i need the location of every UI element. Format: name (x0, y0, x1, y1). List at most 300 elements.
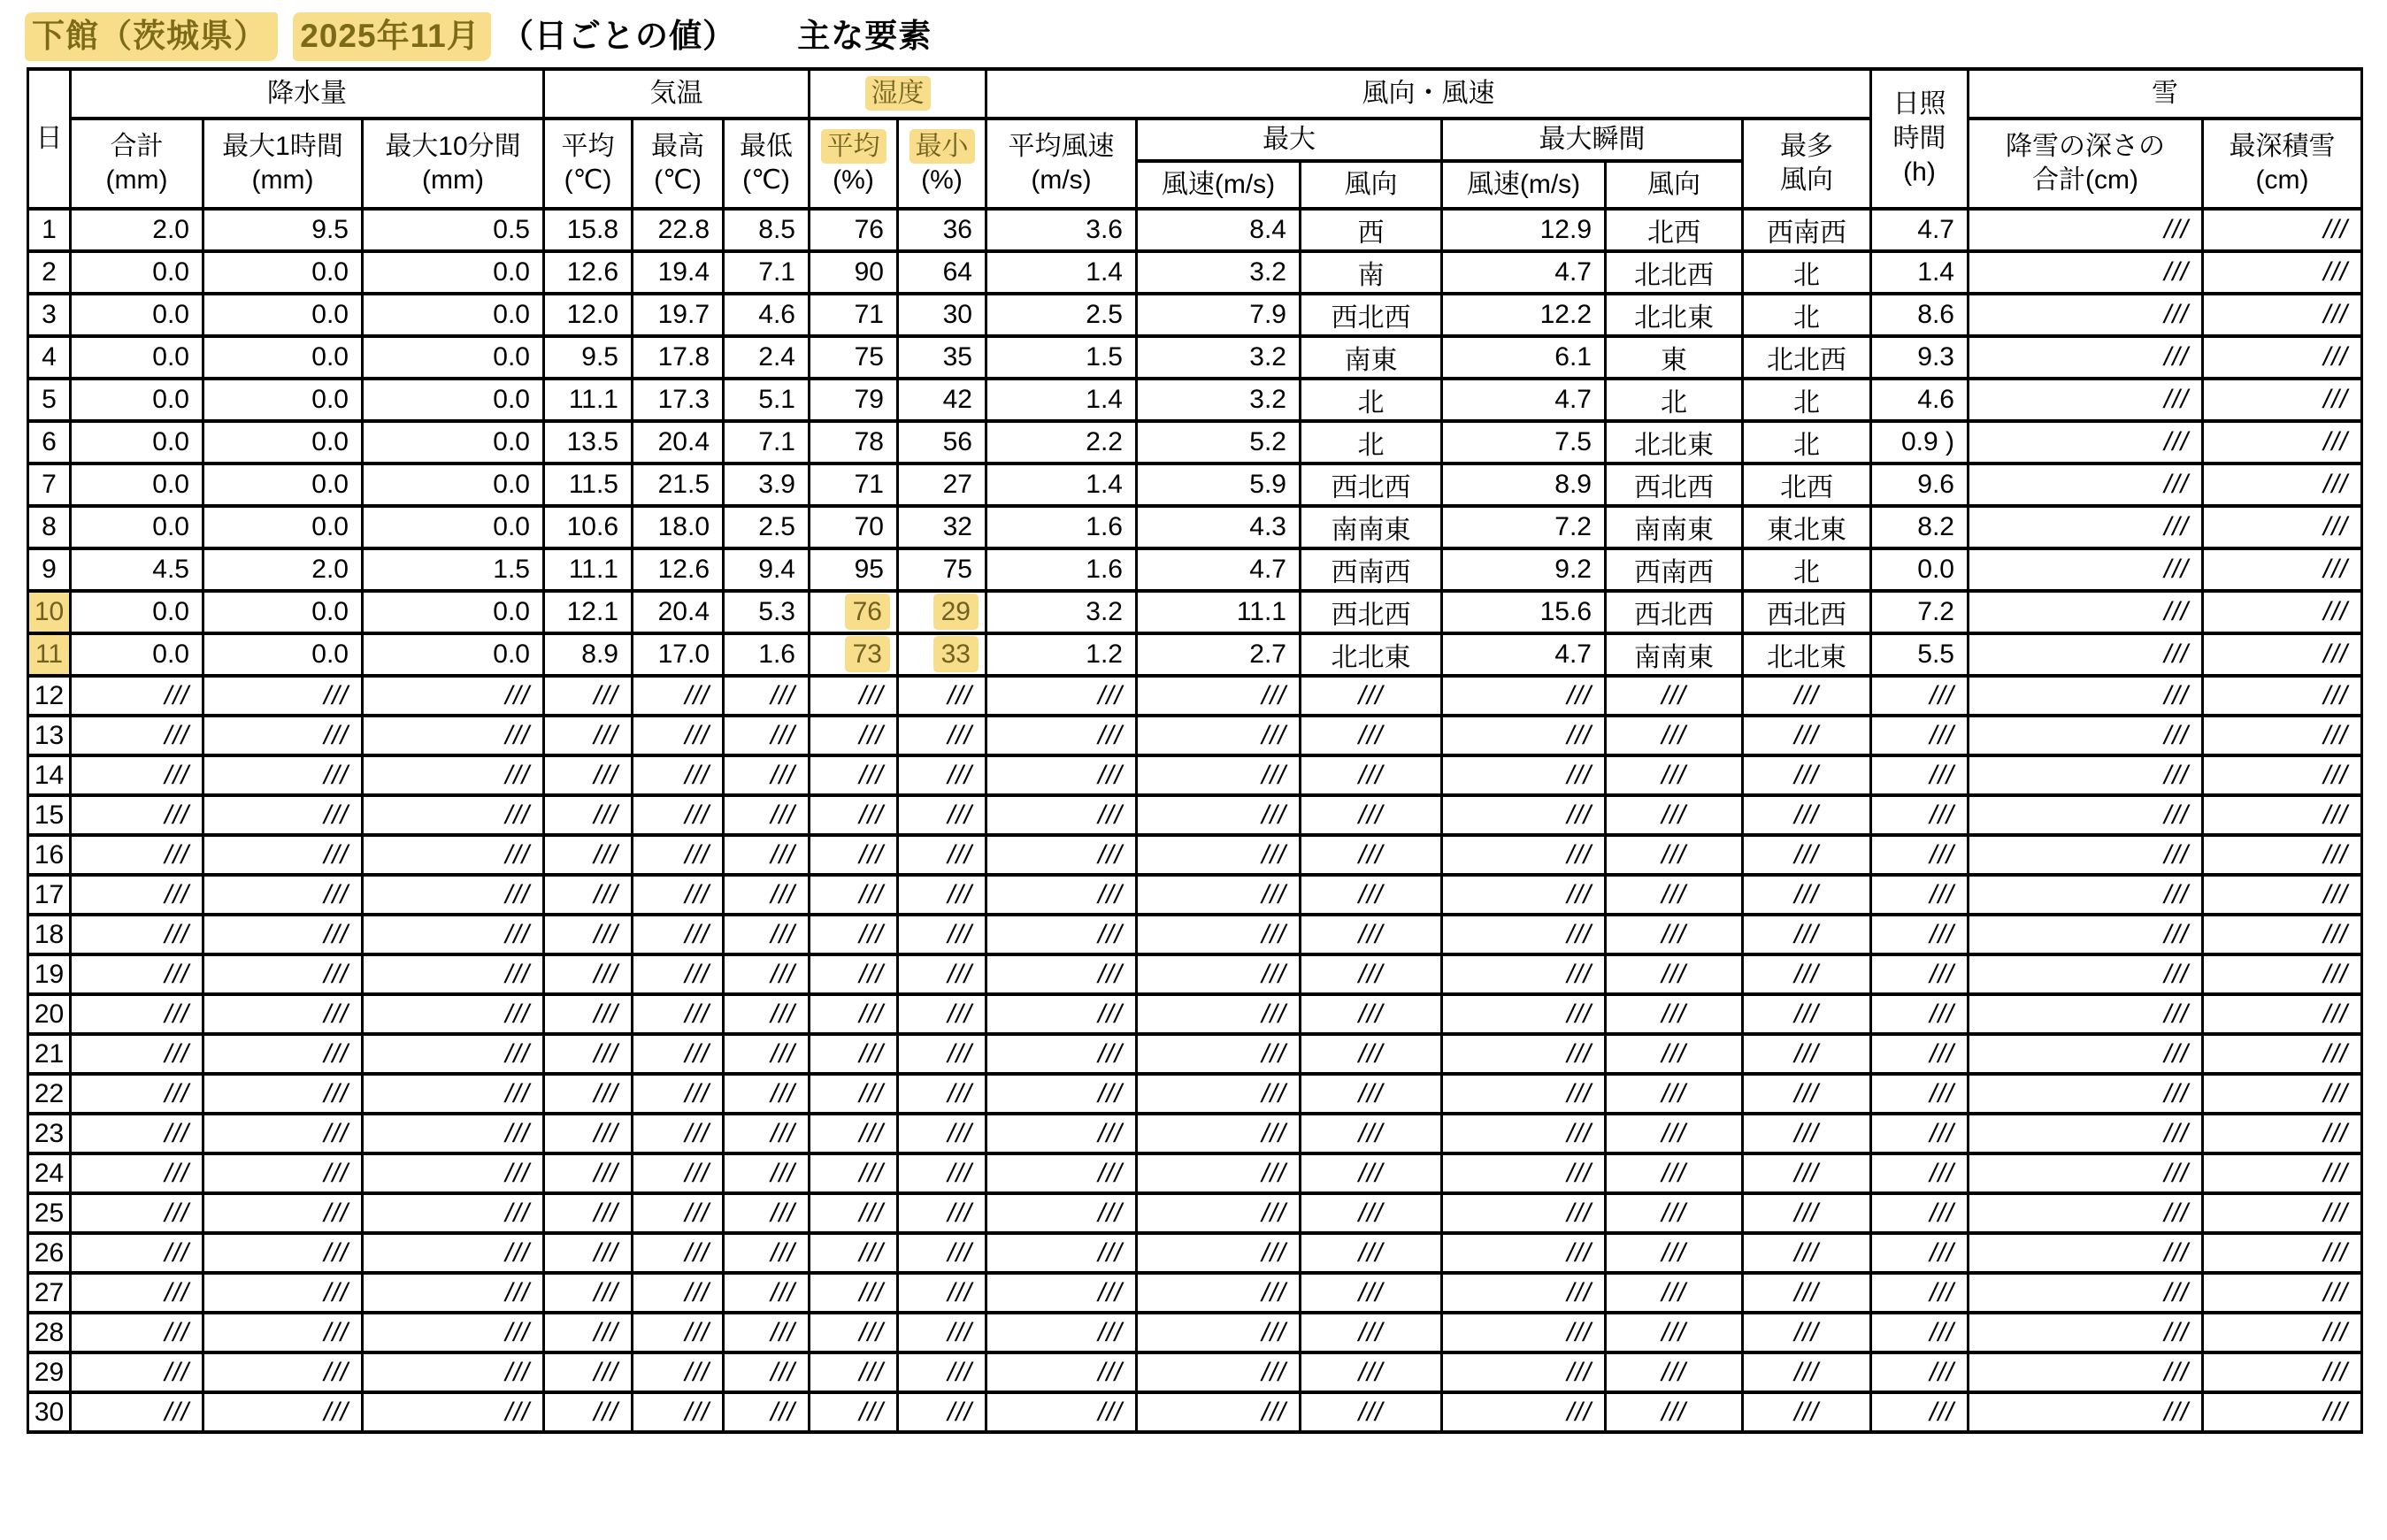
gust-speed-cell: 8.9 (1442, 464, 1606, 506)
subtitle: 主な要素 (797, 18, 933, 54)
snowfall-total-cell: /// (1969, 676, 2203, 716)
gust-dir-cell: /// (1606, 795, 1743, 835)
precip-total-cell: 0.0 (71, 464, 203, 506)
humidity-min-cell (898, 591, 986, 633)
precip-total-cell: 0.0 (71, 336, 203, 379)
humidity-avg-cell: 79 (810, 379, 898, 421)
day-cell: 12 (28, 676, 71, 716)
most-frequent-dir-cell: 北 (1743, 379, 1871, 421)
wind-max-speed-cell: /// (1137, 1034, 1301, 1074)
most-frequent-dir-cell: 北 (1743, 548, 1871, 591)
max-snow-depth-cell: /// (2203, 795, 2362, 835)
precip-max1h-cell: /// (203, 835, 363, 875)
precip-total-cell: 0.0 (71, 379, 203, 421)
temp-max-cell: /// (633, 1074, 724, 1114)
humidity-avg-cell: /// (810, 1114, 898, 1153)
precip-total-cell: /// (71, 755, 203, 795)
wind-avg-speed-cell: /// (986, 835, 1137, 875)
wind-max-dir-cell: /// (1301, 1193, 1442, 1233)
precip-max10min-cell: 0.0 (363, 591, 544, 633)
gust-speed-cell: /// (1442, 1273, 1606, 1313)
gust-dir-cell: 西南西 (1606, 548, 1743, 591)
snowfall-total-cell: /// (1969, 875, 2203, 915)
temp-avg-cell: /// (544, 755, 633, 795)
gust-dir-cell: /// (1606, 716, 1743, 755)
temp-avg-cell: /// (544, 1193, 633, 1233)
precip-max10min-cell: 0.0 (363, 421, 544, 464)
precip-max1h-cell: /// (203, 1114, 363, 1153)
wind-avg-speed-cell: /// (986, 1273, 1137, 1313)
wind-avg-speed-cell: /// (986, 994, 1137, 1034)
day-cell: 9 (28, 548, 71, 591)
table-row (28, 875, 2362, 915)
wind-max-dir-cell: 南 (1301, 251, 1442, 294)
header-wind-max-speed: 風速(m/s) (1137, 161, 1301, 209)
max-snow-depth-cell: /// (2203, 591, 2362, 633)
precip-total-cell: /// (71, 875, 203, 915)
snowfall-total-cell: /// (1969, 1313, 2203, 1352)
humidity-avg-cell: /// (810, 954, 898, 994)
gust-dir-cell: /// (1606, 915, 1743, 954)
table-row (28, 915, 2362, 954)
precip-total-cell: 4.5 (71, 548, 203, 591)
table-row (28, 795, 2362, 835)
precip-max1h-cell: /// (203, 1233, 363, 1273)
temp-min-cell: /// (724, 915, 810, 954)
temp-min-cell: /// (724, 1114, 810, 1153)
temp-min-cell: 5.1 (724, 379, 810, 421)
header-max-snow-depth: 最深積雪 (cm) (2203, 119, 2362, 209)
day-cell: 10 (28, 591, 71, 633)
humidity-avg-cell: 71 (810, 294, 898, 336)
gust-dir-cell: /// (1606, 1034, 1743, 1074)
precip-max1h-cell: /// (203, 915, 363, 954)
humidity-min-cell: /// (898, 994, 986, 1034)
value-type-label: （日ごとの値） (501, 18, 736, 54)
gust-speed-cell: 4.7 (1442, 379, 1606, 421)
temp-min-cell: /// (724, 1153, 810, 1193)
humidity-min-cell: /// (898, 716, 986, 755)
period-label: 2025年11月 (293, 12, 490, 61)
table-row (28, 1074, 2362, 1114)
humidity-avg-cell: 78 (810, 421, 898, 464)
day-cell: 17 (28, 875, 71, 915)
wind-max-speed-cell: /// (1137, 994, 1301, 1034)
day-cell: 4 (28, 336, 71, 379)
precip-max1h-cell: /// (203, 795, 363, 835)
precip-total-cell: /// (71, 1313, 203, 1352)
humidity-avg-cell: 95 (810, 548, 898, 591)
temp-max-cell: /// (633, 1034, 724, 1074)
precip-max1h-cell: 0.0 (203, 336, 363, 379)
humidity-avg-cell: /// (810, 716, 898, 755)
wind-max-dir-cell: /// (1301, 1392, 1442, 1432)
temp-avg-cell: /// (544, 716, 633, 755)
precip-max1h-cell: /// (203, 1034, 363, 1074)
humidity-avg-cell: /// (810, 875, 898, 915)
most-frequent-dir-cell: /// (1743, 1392, 1871, 1432)
precip-total-cell: /// (71, 1193, 203, 1233)
precip-max1h-cell: /// (203, 1273, 363, 1313)
precip-max1h-cell: /// (203, 994, 363, 1034)
wind-max-dir-cell: /// (1301, 676, 1442, 716)
gust-dir-cell: 西北西 (1606, 591, 1743, 633)
snowfall-total-cell: /// (1969, 835, 2203, 875)
wind-avg-speed-cell: /// (986, 795, 1137, 835)
gust-dir-cell: 北西 (1606, 209, 1743, 251)
sunshine-cell: 0.0 (1871, 548, 1969, 591)
precip-total-cell: /// (71, 1114, 203, 1153)
wind-max-speed-cell: 3.2 (1137, 251, 1301, 294)
table-row (28, 1233, 2362, 1273)
temp-max-cell: /// (633, 676, 724, 716)
temp-avg-cell: /// (544, 1114, 633, 1153)
humidity-min-cell: /// (898, 835, 986, 875)
snowfall-total-cell: /// (1969, 336, 2203, 379)
wind-avg-speed-cell: /// (986, 1153, 1137, 1193)
temp-min-cell: /// (724, 1074, 810, 1114)
sunshine-cell: /// (1871, 1313, 1969, 1352)
precip-total-cell: /// (71, 716, 203, 755)
precip-max1h-cell: /// (203, 1392, 363, 1432)
humidity-min-cell: /// (898, 1114, 986, 1153)
gust-speed-cell: /// (1442, 1392, 1606, 1432)
humidity-avg-cell: 70 (810, 506, 898, 548)
temp-min-cell: /// (724, 1392, 810, 1432)
temp-avg-cell: /// (544, 994, 633, 1034)
gust-speed-cell: 15.6 (1442, 591, 1606, 633)
precip-total-cell: 0.0 (71, 294, 203, 336)
wind-max-speed-cell: 3.2 (1137, 336, 1301, 379)
gust-speed-cell: /// (1442, 875, 1606, 915)
sunshine-cell: /// (1871, 835, 1969, 875)
highlighted-value: 29 (933, 594, 979, 630)
max-snow-depth-cell: /// (2203, 548, 2362, 591)
precip-max10min-cell: 0.0 (363, 294, 544, 336)
humidity-avg-cell: /// (810, 1074, 898, 1114)
wind-max-speed-cell: 5.2 (1137, 421, 1301, 464)
precip-max1h-cell: /// (203, 1074, 363, 1114)
max-snow-depth-cell: /// (2203, 633, 2362, 676)
sunshine-cell: 5.5 (1871, 633, 1969, 676)
wind-max-dir-cell: 西北西 (1301, 591, 1442, 633)
precip-max10min-cell: /// (363, 1313, 544, 1352)
header-snowfall-total: 降雪の深さの 合計(cm) (1969, 119, 2203, 209)
precip-total-cell: 0.0 (71, 251, 203, 294)
most-frequent-dir-cell: /// (1743, 835, 1871, 875)
temp-min-cell: 2.5 (724, 506, 810, 548)
day-cell: 7 (28, 464, 71, 506)
precip-max1h-cell: /// (203, 954, 363, 994)
max-snow-depth-cell: /// (2203, 1313, 2362, 1352)
day-cell: 29 (28, 1352, 71, 1392)
gust-dir-cell: /// (1606, 1352, 1743, 1392)
day-cell: 2 (28, 251, 71, 294)
precip-max10min-cell: /// (363, 1153, 544, 1193)
snowfall-total-cell: /// (1969, 209, 2203, 251)
precip-max10min-cell: 0.0 (363, 464, 544, 506)
temp-max-cell: /// (633, 1392, 724, 1432)
temp-max-cell: 19.7 (633, 294, 724, 336)
gust-speed-cell: 9.2 (1442, 548, 1606, 591)
wind-avg-speed-cell: /// (986, 875, 1137, 915)
precip-max1h-cell: /// (203, 755, 363, 795)
day-cell: 11 (28, 633, 71, 676)
humidity-avg-cell: /// (810, 915, 898, 954)
precip-max1h-cell: /// (203, 676, 363, 716)
precip-max1h-cell: 9.5 (203, 209, 363, 251)
max-snow-depth-cell: /// (2203, 716, 2362, 755)
wind-avg-speed-cell: /// (986, 1352, 1137, 1392)
humidity-avg-cell: /// (810, 755, 898, 795)
temp-max-cell: 18.0 (633, 506, 724, 548)
max-snow-depth-cell: /// (2203, 379, 2362, 421)
humidity-min-cell: /// (898, 1313, 986, 1352)
temp-min-cell: 7.1 (724, 251, 810, 294)
precip-max1h-cell: 0.0 (203, 251, 363, 294)
precip-max10min-cell: 0.0 (363, 336, 544, 379)
humidity-avg-cell: 90 (810, 251, 898, 294)
precip-max10min-cell: /// (363, 795, 544, 835)
temp-max-cell: 12.6 (633, 548, 724, 591)
temp-avg-cell: /// (544, 1034, 633, 1074)
precip-total-cell: /// (71, 1074, 203, 1114)
temp-avg-cell: 11.1 (544, 548, 633, 591)
table-row (28, 676, 2362, 716)
humidity-avg-cell (810, 591, 898, 633)
table-row (28, 1273, 2362, 1313)
sunshine-cell: /// (1871, 1034, 1969, 1074)
snowfall-total-cell: /// (1969, 1193, 2203, 1233)
gust-speed-cell: /// (1442, 915, 1606, 954)
precip-max10min-cell: /// (363, 875, 544, 915)
most-frequent-dir-cell: /// (1743, 1114, 1871, 1153)
precip-max1h-cell: /// (203, 716, 363, 755)
temp-max-cell: /// (633, 1153, 724, 1193)
most-frequent-dir-cell: /// (1743, 795, 1871, 835)
wind-avg-speed-cell: 1.5 (986, 336, 1137, 379)
most-frequent-dir-cell: /// (1743, 676, 1871, 716)
sunshine-cell: 1.4 (1871, 251, 1969, 294)
gust-speed-cell: 7.5 (1442, 421, 1606, 464)
station-name: 下館（茨城県） (25, 12, 278, 61)
day-cell: 21 (28, 1034, 71, 1074)
wind-max-dir-cell: 西北西 (1301, 464, 1442, 506)
temp-max-cell: /// (633, 1313, 724, 1352)
temp-avg-cell: 15.8 (544, 209, 633, 251)
most-frequent-dir-cell: /// (1743, 716, 1871, 755)
precip-total-cell: /// (71, 1153, 203, 1193)
most-frequent-dir-cell: /// (1743, 915, 1871, 954)
wind-max-speed-cell: /// (1137, 1313, 1301, 1352)
wind-avg-speed-cell: /// (986, 1233, 1137, 1273)
precip-max10min-cell: /// (363, 676, 544, 716)
wind-max-speed-cell: /// (1137, 795, 1301, 835)
most-frequent-dir-cell: /// (1743, 875, 1871, 915)
precip-max10min-cell: /// (363, 1034, 544, 1074)
precip-total-cell: 0.0 (71, 591, 203, 633)
precip-max1h-cell: 0.0 (203, 591, 363, 633)
gust-dir-cell: /// (1606, 1193, 1743, 1233)
temp-max-cell: /// (633, 716, 724, 755)
humidity-min-cell: /// (898, 1153, 986, 1193)
humidity-avg-cell: 76 (810, 209, 898, 251)
precip-total-cell: /// (71, 1392, 203, 1432)
temp-min-cell: /// (724, 1273, 810, 1313)
header-precip-group: 降水量 (71, 69, 544, 119)
wind-avg-speed-cell: 3.2 (986, 591, 1137, 633)
sunshine-cell: /// (1871, 676, 1969, 716)
wind-avg-speed-cell: /// (986, 676, 1137, 716)
temp-max-cell: /// (633, 1193, 724, 1233)
humidity-min-cell: /// (898, 755, 986, 795)
temp-avg-cell: /// (544, 795, 633, 835)
temp-max-cell: 19.4 (633, 251, 724, 294)
table-row (28, 421, 2362, 464)
precip-total-cell: /// (71, 954, 203, 994)
gust-speed-cell: /// (1442, 1114, 1606, 1153)
precip-max1h-cell: 0.0 (203, 379, 363, 421)
temp-max-cell: 21.5 (633, 464, 724, 506)
header-wind-max-dir: 風向 (1301, 161, 1442, 209)
temp-min-cell: 4.6 (724, 294, 810, 336)
humidity-min-cell: /// (898, 915, 986, 954)
precip-max10min-cell: /// (363, 954, 544, 994)
temp-avg-cell: /// (544, 1352, 633, 1392)
gust-speed-cell: 12.2 (1442, 294, 1606, 336)
temp-min-cell: 9.4 (724, 548, 810, 591)
sunshine-cell: 4.7 (1871, 209, 1969, 251)
wind-max-speed-cell: /// (1137, 875, 1301, 915)
wind-max-dir-cell: /// (1301, 1074, 1442, 1114)
humidity-min-cell: 30 (898, 294, 986, 336)
temp-min-cell: 7.1 (724, 421, 810, 464)
sunshine-cell: /// (1871, 994, 1969, 1034)
wind-max-speed-cell: /// (1137, 755, 1301, 795)
precip-max1h-cell: 0.0 (203, 633, 363, 676)
temp-max-cell: /// (633, 835, 724, 875)
wind-max-dir-cell: /// (1301, 716, 1442, 755)
temp-max-cell: /// (633, 795, 724, 835)
wind-max-speed-cell: 3.2 (1137, 379, 1301, 421)
humidity-avg-cell: /// (810, 1193, 898, 1233)
wind-max-dir-cell: /// (1301, 1153, 1442, 1193)
gust-dir-cell: /// (1606, 835, 1743, 875)
day-cell: 5 (28, 379, 71, 421)
weather-data-table (27, 67, 2363, 1434)
max-snow-depth-cell: /// (2203, 875, 2362, 915)
temp-avg-cell: /// (544, 1273, 633, 1313)
max-snow-depth-cell: /// (2203, 994, 2362, 1034)
snowfall-total-cell: /// (1969, 1233, 2203, 1273)
table-row (28, 1313, 2362, 1352)
snowfall-total-cell: /// (1969, 954, 2203, 994)
max-snow-depth-cell: /// (2203, 251, 2362, 294)
gust-speed-cell: /// (1442, 716, 1606, 755)
precip-max1h-cell: /// (203, 1153, 363, 1193)
precip-max1h-cell: 2.0 (203, 548, 363, 591)
snowfall-total-cell: /// (1969, 506, 2203, 548)
temp-min-cell: 5.3 (724, 591, 810, 633)
header-snow-group: 雪 (1969, 69, 2362, 119)
day-cell: 3 (28, 294, 71, 336)
most-frequent-dir-cell: 北 (1743, 251, 1871, 294)
gust-dir-cell: /// (1606, 875, 1743, 915)
temp-avg-cell: /// (544, 1153, 633, 1193)
wind-max-speed-cell: /// (1137, 716, 1301, 755)
gust-dir-cell: /// (1606, 1233, 1743, 1273)
most-frequent-dir-cell: /// (1743, 1352, 1871, 1392)
precip-total-cell: /// (71, 1034, 203, 1074)
wind-avg-speed-cell: /// (986, 1034, 1137, 1074)
header-temp-min: 最低 (℃) (724, 119, 810, 209)
wind-avg-speed-cell: /// (986, 1392, 1137, 1432)
precip-max10min-cell: /// (363, 1233, 544, 1273)
temp-min-cell: /// (724, 795, 810, 835)
precip-max1h-cell: /// (203, 1352, 363, 1392)
max-snow-depth-cell: /// (2203, 1074, 2362, 1114)
precip-max10min-cell: /// (363, 1392, 544, 1432)
wind-avg-speed-cell: 1.6 (986, 548, 1137, 591)
temp-avg-cell: 9.5 (544, 336, 633, 379)
precip-max10min-cell: /// (363, 716, 544, 755)
table-row (28, 954, 2362, 994)
temp-max-cell: 17.8 (633, 336, 724, 379)
most-frequent-dir-cell: /// (1743, 1273, 1871, 1313)
precip-total-cell: /// (71, 915, 203, 954)
precip-max10min-cell: 0.5 (363, 209, 544, 251)
temp-avg-cell: 10.6 (544, 506, 633, 548)
table-row (28, 1114, 2362, 1153)
most-frequent-dir-cell: /// (1743, 954, 1871, 994)
temp-avg-cell: /// (544, 835, 633, 875)
precip-total-cell: /// (71, 1352, 203, 1392)
sunshine-cell: 4.6 (1871, 379, 1969, 421)
precip-total-cell: /// (71, 1273, 203, 1313)
humidity-avg-cell: /// (810, 1313, 898, 1352)
gust-dir-cell: 南南東 (1606, 633, 1743, 676)
humidity-min-cell: /// (898, 795, 986, 835)
header-temp-max: 最高 (℃) (633, 119, 724, 209)
table-row (28, 336, 2362, 379)
most-frequent-dir-cell: 西北西 (1743, 591, 1871, 633)
gust-speed-cell: /// (1442, 795, 1606, 835)
snowfall-total-cell: /// (1969, 251, 2203, 294)
precip-max10min-cell: /// (363, 1074, 544, 1114)
precip-max10min-cell: /// (363, 994, 544, 1034)
temp-avg-cell: 13.5 (544, 421, 633, 464)
humidity-avg-cell: /// (810, 1392, 898, 1432)
header-wind-max-group: 最大 (1137, 119, 1442, 161)
humidity-min-cell: /// (898, 954, 986, 994)
most-frequent-dir-cell: 東北東 (1743, 506, 1871, 548)
max-snow-depth-cell: /// (2203, 676, 2362, 716)
table-row (28, 755, 2362, 795)
precip-total-cell: /// (71, 994, 203, 1034)
temp-avg-cell: 12.1 (544, 591, 633, 633)
snowfall-total-cell: /// (1969, 1034, 2203, 1074)
sunshine-cell: 9.3 (1871, 336, 1969, 379)
wind-max-speed-cell: /// (1137, 1352, 1301, 1392)
wind-max-dir-cell: 西 (1301, 209, 1442, 251)
wind-max-dir-cell: 北北東 (1301, 633, 1442, 676)
table-row (28, 379, 2362, 421)
most-frequent-dir-cell: /// (1743, 1193, 1871, 1233)
header-precip-max1h: 最大1時間 (mm) (203, 119, 363, 209)
max-snow-depth-cell: /// (2203, 1153, 2362, 1193)
humidity-min-cell: 42 (898, 379, 986, 421)
wind-max-dir-cell: /// (1301, 1233, 1442, 1273)
